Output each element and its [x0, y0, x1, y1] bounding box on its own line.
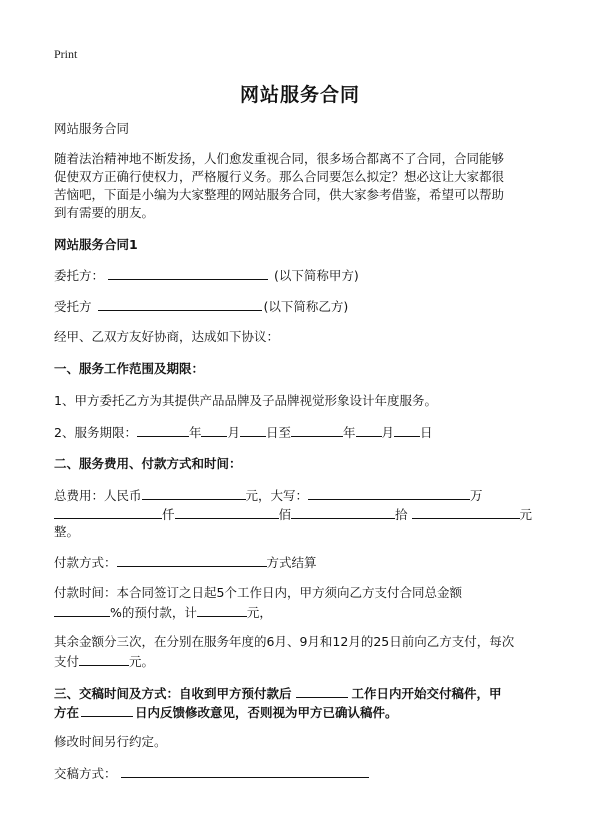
end-day-blank — [394, 423, 420, 437]
year-label: 年 — [343, 425, 356, 440]
yuan-comma-label: 元， — [246, 605, 272, 620]
start-month-blank — [201, 423, 227, 437]
installment-amount-blank — [79, 652, 129, 666]
day-label: 日 — [420, 425, 433, 440]
shi-blank — [291, 505, 395, 519]
client-line — [54, 266, 359, 285]
fee-label: 总费用：人民币 — [54, 488, 142, 503]
contractor-line — [54, 297, 348, 316]
item1: 1、甲方委托乙方为其提供产品品牌及子品牌视觉形象设计年度服务。 — [54, 393, 437, 408]
contractor-label: 受托方 — [54, 299, 92, 314]
payment-method-suffix: 方式结算 — [266, 555, 317, 570]
contractor-name-blank — [98, 297, 262, 311]
total-fee-line — [54, 486, 483, 505]
section3-line — [54, 703, 398, 722]
installment-line — [54, 652, 154, 671]
year-label: 年 — [188, 425, 202, 440]
intro-line: 促使双方正确行使权力，严格履行义务。那么合同要怎么拟定？想必这让大家都很 — [54, 169, 505, 184]
wan-label: 万 — [470, 488, 483, 503]
qian-blank — [54, 505, 162, 519]
section3-text: 日内反馈修改意见，否则视为甲方已确认稿件。 — [135, 705, 398, 720]
qian-label: 仟 — [162, 507, 175, 522]
payment-method-label: 付款方式： — [54, 555, 117, 570]
contract-heading: 网站服务合同1 — [54, 237, 138, 252]
month-label: 月 — [227, 425, 240, 440]
delivery-method-blank — [121, 764, 369, 778]
service-period-line — [54, 423, 433, 442]
fee-amount-blank — [142, 486, 246, 500]
end-year-blank — [291, 423, 343, 437]
delivery-label: 交稿方式： — [54, 766, 117, 781]
bai-label: 佰 — [278, 507, 292, 522]
section3-text: 方在 — [54, 705, 80, 720]
month-label: 月 — [381, 425, 395, 440]
section1-heading: 一、服务工作范围及期限： — [54, 361, 205, 376]
prepayment-pct-blank — [54, 603, 110, 617]
yuan-label: 元 — [519, 507, 533, 522]
prepayment-amount-blank — [197, 603, 247, 617]
fee-daxie-line — [54, 505, 532, 524]
yuan-period-label: 元。 — [129, 654, 155, 669]
contractor-note: (以下简称乙方) — [263, 299, 349, 314]
revision-text: 修改时间另行约定。 — [54, 734, 167, 749]
client-note: (以下简称甲方) — [274, 268, 359, 283]
payment-time-line: 付款时间：本合同签订之日起5个工作日内，甲方须向乙方支付合同总金额 — [54, 585, 462, 600]
page-title: 网站服务合同 — [239, 84, 360, 106]
delivery-method-line — [54, 764, 369, 783]
start-year-blank — [137, 423, 189, 437]
section3-text: 工作日内开始交付稿件，甲 — [351, 686, 502, 701]
prepayment-line — [54, 603, 272, 622]
feedback-days-blank — [81, 703, 133, 717]
intro-line: 到有需要的朋友。 — [54, 205, 155, 220]
section3-line — [54, 684, 502, 703]
section2-heading: 二、服务费用、付款方式和时间： — [54, 456, 242, 471]
client-name-blank — [108, 266, 268, 280]
remaining-line: 其余金额分三次，在分别在服务年度的6月、9月和12月的25日前向乙方支付，每次 — [54, 634, 515, 649]
wan-blank — [308, 486, 470, 500]
end-month-blank — [356, 423, 382, 437]
subtitle: 网站服务合同 — [54, 121, 130, 136]
print-link[interactable]: Print — [54, 47, 78, 61]
payment-method-line — [54, 553, 317, 572]
prepayment-pct-label: %的预付款，计 — [110, 605, 197, 620]
fee-daxie-label: 元，大写： — [245, 488, 309, 503]
item2-label: 2、服务期限： — [54, 425, 137, 440]
agreement-text: 经甲、乙双方友好协商，达成如下协议： — [54, 329, 280, 344]
intro-line: 苦恼吧，下面是小编为大家整理的网站服务合同，供大家参考借鉴，希望可以帮助 — [54, 187, 505, 202]
payment-method-blank — [117, 553, 267, 567]
start-day-blank — [240, 423, 266, 437]
zheng-text: 整。 — [54, 524, 80, 539]
start-workdays-blank — [296, 684, 348, 698]
client-label: 委托方： — [54, 268, 105, 283]
yuan-blank — [412, 505, 520, 519]
intro-line: 随着法治精神地不断发扬，人们愈发重视合同，很多场合都离不了合同，合同能够 — [54, 151, 505, 166]
section3-heading: 三、交稿时间及方式：自收到甲方预付款后 — [54, 686, 292, 701]
shi-label: 拾 — [395, 507, 408, 522]
day-to-label: 日至 — [266, 425, 292, 440]
installment-label: 支付 — [54, 654, 80, 669]
bai-blank — [175, 505, 279, 519]
